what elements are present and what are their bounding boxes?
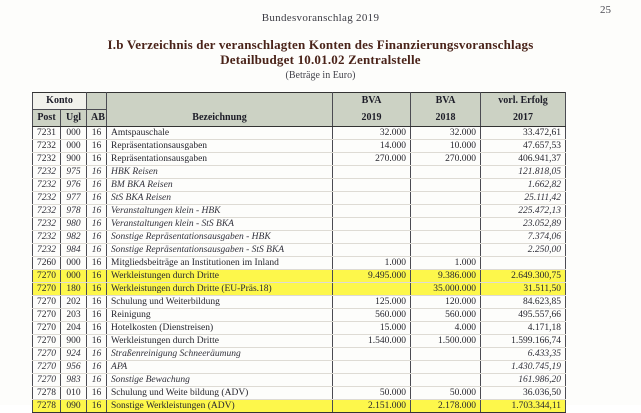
cell-bezeichnung: Werkleistungen durch Dritte (EU-Präs.18)	[107, 283, 333, 296]
table-row	[33, 270, 566, 283]
cell-bva-2018: 1.000	[411, 257, 481, 270]
cell-ugl: 978	[61, 205, 87, 218]
cell-vorl-erfolg-2017: 406.941,37	[481, 153, 566, 166]
cell-bva-2019: 15.000	[333, 322, 411, 335]
table-row	[33, 387, 566, 400]
cell-vorl-erfolg-2017: 2.250,00	[481, 244, 566, 257]
cell-bva-2018: 35.000.000	[411, 283, 481, 296]
cell-post: 7270	[33, 283, 61, 296]
cell-ab: 16	[87, 244, 107, 257]
cell-post: 7231	[33, 127, 61, 140]
cell-post: 7270	[33, 309, 61, 322]
header-ugl: Ugl	[61, 110, 87, 127]
cell-ugl: 204	[61, 322, 87, 335]
cell-ab: 16	[87, 374, 107, 387]
cell-bva-2019	[333, 205, 411, 218]
cell-bva-2019	[333, 218, 411, 231]
cell-bva-2018: 2.178.000	[411, 400, 481, 413]
cell-bva-2018	[411, 348, 481, 361]
cell-bezeichnung: Sonstige Bewachung	[107, 374, 333, 387]
table-row	[33, 166, 566, 179]
cell-bva-2018: 270.000	[411, 153, 481, 166]
table-row	[33, 218, 566, 231]
cell-post: 7278	[33, 400, 61, 413]
cell-bezeichnung: Schulung und Weite bildung (ADV)	[107, 387, 333, 400]
cell-bva-2019: 50.000	[333, 387, 411, 400]
cell-post: 7270	[33, 322, 61, 335]
table-row	[33, 179, 566, 192]
cell-post: 7270	[33, 348, 61, 361]
cell-post: 7232	[33, 205, 61, 218]
cell-bva-2018: 1.500.000	[411, 335, 481, 348]
cell-vorl-erfolg-2017: 1.430.745,19	[481, 361, 566, 374]
cell-bezeichnung: HBK Reisen	[107, 166, 333, 179]
cell-vorl-erfolg-2017: 1.599.166,74	[481, 335, 566, 348]
cell-vorl-erfolg-2017: 7.374,06	[481, 231, 566, 244]
cell-vorl-erfolg-2017: 84.623,85	[481, 296, 566, 309]
cell-vorl-erfolg-2017: 33.472,61	[481, 127, 566, 140]
cell-bva-2018: 120.000	[411, 296, 481, 309]
cell-ugl: 977	[61, 192, 87, 205]
cell-bezeichnung: Sonstige Repräsentationsausgaben - HBK	[107, 231, 333, 244]
header-bezeichnung-spacer	[107, 93, 333, 110]
table-row	[33, 127, 566, 140]
cell-ugl: 976	[61, 179, 87, 192]
cell-post: 7232	[33, 179, 61, 192]
header-ab: AB	[87, 110, 107, 127]
cell-bezeichnung: Werkleistungen durch Dritte	[107, 335, 333, 348]
table-row	[33, 322, 566, 335]
cell-ab: 16	[87, 140, 107, 153]
page-number: 25	[600, 4, 611, 16]
cell-bezeichnung: StS BKA Reisen	[107, 192, 333, 205]
cell-post: 7260	[33, 257, 61, 270]
cell-bva-2018	[411, 205, 481, 218]
cell-bva-2018: 4.000	[411, 322, 481, 335]
currency-note: (Beträge in Euro)	[285, 70, 356, 81]
cell-vorl-erfolg-2017: 6.433,35	[481, 348, 566, 361]
cell-ugl: 983	[61, 374, 87, 387]
cell-bva-2018	[411, 218, 481, 231]
cell-vorl-erfolg-2017: 1.662,82	[481, 179, 566, 192]
header-bva-2018-label: BVA	[411, 93, 481, 110]
cell-ab: 16	[87, 166, 107, 179]
cell-post: 7232	[33, 244, 61, 257]
cell-post: 7270	[33, 361, 61, 374]
cell-bva-2019: 9.495.000	[333, 270, 411, 283]
header-year-2017: 2017	[481, 110, 566, 127]
cell-bva-2019: 2.151.000	[333, 400, 411, 413]
cell-bva-2018	[411, 374, 481, 387]
cell-bezeichnung: Repräsentationsausgaben	[107, 140, 333, 153]
cell-ugl: 000	[61, 127, 87, 140]
table-row	[33, 231, 566, 244]
cell-bezeichnung: Repräsentationsausgaben	[107, 153, 333, 166]
cell-ab: 16	[87, 153, 107, 166]
cell-post: 7270	[33, 374, 61, 387]
cell-bezeichnung: Sonstige Repräsentationsausgaben - StS BKA	[107, 244, 333, 257]
cell-bva-2019	[333, 166, 411, 179]
cell-bva-2018: 50.000	[411, 387, 481, 400]
cell-bva-2019	[333, 179, 411, 192]
cell-bva-2018	[411, 361, 481, 374]
cell-ab: 16	[87, 179, 107, 192]
cell-ugl: 000	[61, 140, 87, 153]
cell-post: 7270	[33, 296, 61, 309]
cell-bva-2019: 32.000	[333, 127, 411, 140]
cell-bva-2018	[411, 231, 481, 244]
cell-vorl-erfolg-2017: 31.511,50	[481, 283, 566, 296]
cell-post: 7232	[33, 231, 61, 244]
cell-bva-2019: 560.000	[333, 309, 411, 322]
cell-bva-2018: 9.386.000	[411, 270, 481, 283]
cell-ugl: 980	[61, 218, 87, 231]
cell-bezeichnung: Sonstige Werkleistungen (ADV)	[107, 400, 333, 413]
cell-ugl: 984	[61, 244, 87, 257]
header-vorl-erfolg-label: vorl. Erfolg	[481, 93, 566, 110]
cell-ugl: 010	[61, 387, 87, 400]
cell-bva-2019	[333, 231, 411, 244]
cell-bva-2019: 125.000	[333, 296, 411, 309]
running-header: Bundesvoranschlag 2019	[261, 12, 380, 24]
cell-bva-2019	[333, 361, 411, 374]
cell-bezeichnung: Amtspauschale	[107, 127, 333, 140]
table-row	[33, 257, 566, 270]
cell-ab: 16	[87, 270, 107, 283]
cell-bva-2018	[411, 244, 481, 257]
cell-vorl-erfolg-2017: 2.649.300,75	[481, 270, 566, 283]
header-year-2019: 2019	[333, 110, 411, 127]
cell-bva-2019	[333, 348, 411, 361]
cell-bezeichnung: BM BKA Reisen	[107, 179, 333, 192]
header-row-2	[33, 110, 566, 127]
cell-vorl-erfolg-2017: 1.703.344,11	[481, 400, 566, 413]
budget-table	[32, 92, 566, 413]
table-row	[33, 374, 566, 387]
table-header	[33, 93, 566, 127]
cell-ugl: 982	[61, 231, 87, 244]
cell-bva-2018	[411, 166, 481, 179]
cell-bva-2019: 1.540.000	[333, 335, 411, 348]
table-row	[33, 296, 566, 309]
cell-post: 7278	[33, 387, 61, 400]
cell-ab: 16	[87, 335, 107, 348]
cell-bezeichnung: Straßenreinigung Schneeräumung	[107, 348, 333, 361]
cell-ugl: 090	[61, 400, 87, 413]
cell-post: 7232	[33, 153, 61, 166]
table-row	[33, 400, 566, 413]
cell-ab: 16	[87, 400, 107, 413]
cell-ab: 16	[87, 322, 107, 335]
cell-vorl-erfolg-2017: 47.657,53	[481, 140, 566, 153]
cell-ab: 16	[87, 218, 107, 231]
cell-ugl: 180	[61, 283, 87, 296]
cell-ugl: 000	[61, 257, 87, 270]
cell-vorl-erfolg-2017: 23.052,89	[481, 218, 566, 231]
header-row-1	[33, 93, 566, 110]
cell-ugl: 956	[61, 361, 87, 374]
cell-bva-2019: 1.000	[333, 257, 411, 270]
cell-ab: 16	[87, 348, 107, 361]
table-row	[33, 348, 566, 361]
cell-bva-2019: 14.000	[333, 140, 411, 153]
cell-bezeichnung: Veranstaltungen klein - StS BKA	[107, 218, 333, 231]
cell-ab: 16	[87, 231, 107, 244]
cell-vorl-erfolg-2017: 4.171,18	[481, 322, 566, 335]
cell-ab: 16	[87, 387, 107, 400]
cell-ugl: 975	[61, 166, 87, 179]
cell-ab: 16	[87, 283, 107, 296]
cell-ugl: 000	[61, 270, 87, 283]
cell-bva-2018	[411, 192, 481, 205]
cell-bva-2019	[333, 192, 411, 205]
table-row	[33, 283, 566, 296]
cell-bezeichnung: Werkleistungen durch Dritte	[107, 270, 333, 283]
cell-post: 7232	[33, 166, 61, 179]
table-row	[33, 361, 566, 374]
cell-post: 7232	[33, 140, 61, 153]
cell-vorl-erfolg-2017	[481, 257, 566, 270]
header-bva-2019-label: BVA	[333, 93, 411, 110]
table-row	[33, 244, 566, 257]
cell-ab: 16	[87, 309, 107, 322]
header-bezeichnung: Bezeichnung	[107, 110, 333, 127]
cell-bva-2018: 560.000	[411, 309, 481, 322]
cell-ugl: 924	[61, 348, 87, 361]
cell-ab: 16	[87, 205, 107, 218]
table-row	[33, 335, 566, 348]
header-year-2018: 2018	[411, 110, 481, 127]
cell-post: 7270	[33, 270, 61, 283]
cell-vorl-erfolg-2017: 225.472,13	[481, 205, 566, 218]
cell-vorl-erfolg-2017: 36.036,50	[481, 387, 566, 400]
title-line-1: I.b Verzeichnis der veranschlagten Konten des Finanzierungsvoranschlags	[107, 37, 534, 52]
cell-bezeichnung: Schulung und Weiterbildung	[107, 296, 333, 309]
cell-post: 7232	[33, 218, 61, 231]
table-row	[33, 309, 566, 322]
cell-bezeichnung: Veranstaltungen klein - HBK	[107, 205, 333, 218]
table-row	[33, 140, 566, 153]
cell-ugl: 203	[61, 309, 87, 322]
cell-bezeichnung: APA	[107, 361, 333, 374]
cell-bva-2019	[333, 244, 411, 257]
cell-ab: 16	[87, 296, 107, 309]
cell-vorl-erfolg-2017: 495.557,66	[481, 309, 566, 322]
cell-post: 7232	[33, 192, 61, 205]
header-konto: Konto	[33, 93, 87, 110]
cell-ugl: 900	[61, 335, 87, 348]
cell-bva-2019: 270.000	[333, 153, 411, 166]
title-line-2: Detailbudget 10.01.02 Zentralstelle	[220, 52, 421, 67]
cell-ab: 16	[87, 192, 107, 205]
cell-ugl: 202	[61, 296, 87, 309]
cell-bva-2019	[333, 374, 411, 387]
cell-post: 7270	[33, 335, 61, 348]
header-ab-spacer	[87, 93, 107, 110]
cell-bezeichnung: Hotelkosten (Dienstreisen)	[107, 322, 333, 335]
cell-ab: 16	[87, 127, 107, 140]
table-row	[33, 205, 566, 218]
cell-ab: 16	[87, 257, 107, 270]
cell-bva-2018: 32.000	[411, 127, 481, 140]
cell-bva-2019	[333, 283, 411, 296]
table-body	[33, 127, 566, 413]
cell-ab: 16	[87, 361, 107, 374]
table-row	[33, 153, 566, 166]
cell-bezeichnung: Reinigung	[107, 309, 333, 322]
cell-vorl-erfolg-2017: 121.818,05	[481, 166, 566, 179]
cell-vorl-erfolg-2017: 25.111,42	[481, 192, 566, 205]
cell-bezeichnung: Mitgliedsbeiträge an Institutionen im Inland	[107, 257, 333, 270]
cell-vorl-erfolg-2017: 161.986,20	[481, 374, 566, 387]
table-row	[33, 192, 566, 205]
document-title	[0, 37, 641, 67]
cell-bva-2018: 10.000	[411, 140, 481, 153]
cell-ugl: 900	[61, 153, 87, 166]
header-post: Post	[33, 110, 61, 127]
cell-bva-2018	[411, 179, 481, 192]
